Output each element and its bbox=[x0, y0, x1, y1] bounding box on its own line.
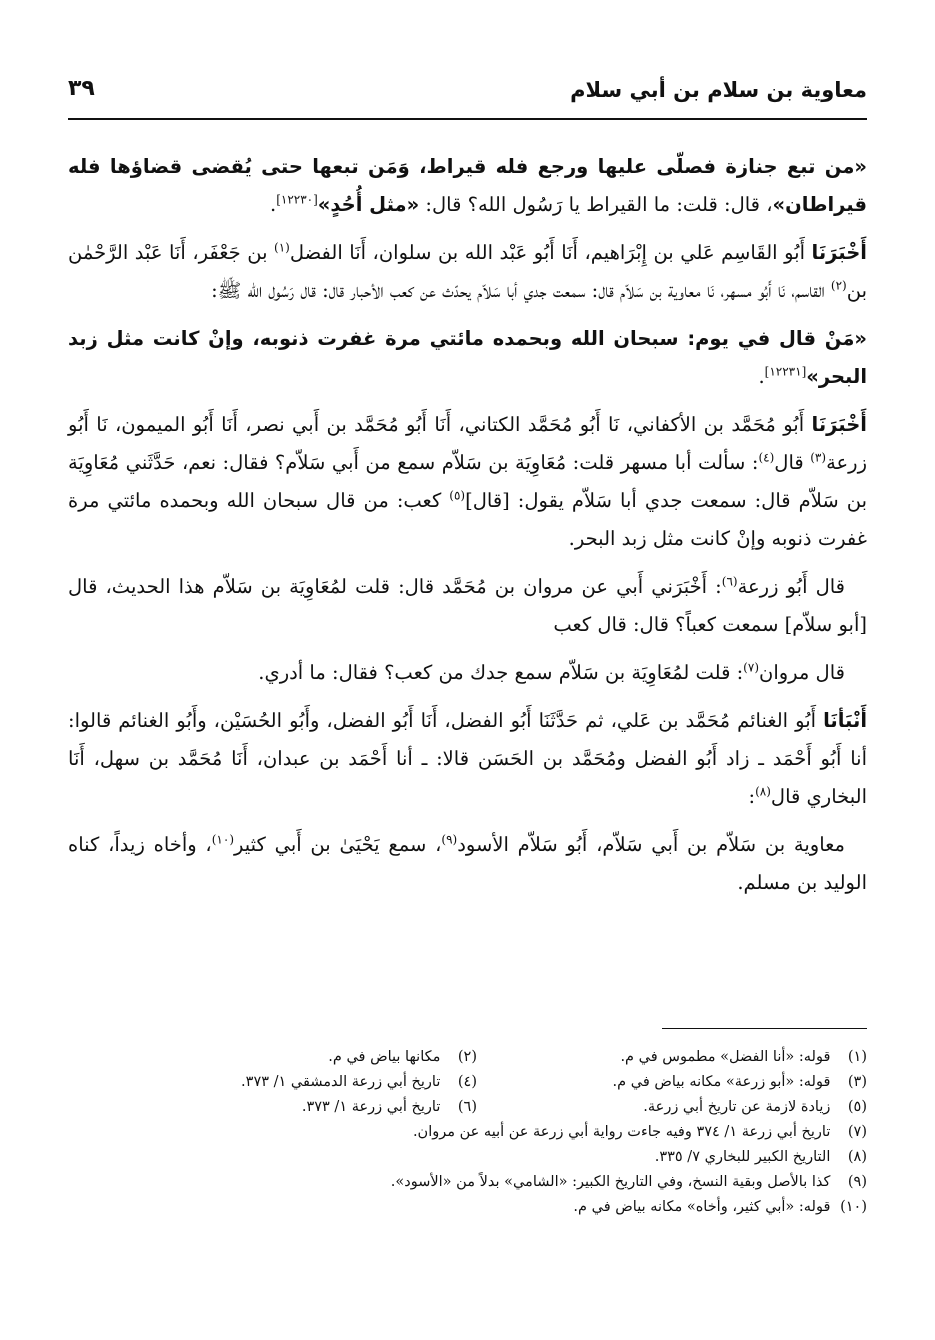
footnote-3 bbox=[477, 1071, 867, 1093]
footnote-row bbox=[68, 1171, 867, 1193]
main-text bbox=[68, 148, 867, 912]
text-segment: قال أَبُو زرعة bbox=[737, 575, 846, 598]
paragraph bbox=[68, 320, 867, 396]
text-segment: أَبُو القَاسِم عَلي بن إِبْرَاهيم، أَنَا أَبُو عَبْد الله بن سلوان، أَنَا الفضل bbox=[289, 241, 812, 264]
footnote-text: تاريخ أبي زرعة ١/ ٣٧٣. bbox=[301, 1099, 441, 1115]
footnote-rule bbox=[662, 1028, 867, 1029]
emphasized-text: «من تبع جنازة فصلّى عليها ورجع فله قيراط، وَمَن تبعها حتى يُقضى قضاؤها فله قيراطان» bbox=[68, 155, 867, 216]
reference-marker: [١٢٢٣٠] bbox=[276, 192, 318, 207]
header-rule bbox=[68, 118, 867, 120]
running-head: معاوية بن سلام بن أبي سلام bbox=[570, 78, 867, 102]
reference-marker: (٣) bbox=[810, 450, 827, 465]
paragraph bbox=[68, 406, 867, 558]
footnote-number: (٢) bbox=[457, 1049, 477, 1065]
text-segment: : قلت لمُعَاوِيَة بن سَلاّم سمع جدك من كعب؟ فقال: ما أدري. bbox=[258, 661, 744, 684]
text-segment: القاسم، نَا أَبُو مسهر، نَا معاوية بن سَلاّم قال: سمعت جدي أبا سَلاّم يحدّث عن كعب الأحبار قال: قال رَسُول الله ﷺ: bbox=[211, 279, 831, 302]
text-segment: : سألت أبا مسهر قلت: مُعَاوِيَة بن سَلاّم سمع من أَبي سَلاّم؟ فقال: نعم، حَدَّثَني مُعَاوِيَة بن سَلاّم قال: سمعت جدي أبا سَلاّم يقول: [قال] bbox=[68, 451, 867, 512]
reference-marker: (١) bbox=[274, 240, 290, 255]
footnote-row bbox=[68, 1121, 867, 1143]
footnote-number: (١) bbox=[847, 1049, 867, 1065]
paragraph bbox=[68, 826, 867, 902]
reference-marker: (٤) bbox=[758, 450, 775, 465]
text-segment: كعب: من قال سبحان الله وبحمده مائتي مرة غفرت ذنوبه وإنْ كانت مثل زبد البحر. bbox=[68, 489, 867, 550]
footnote-number: (٨) bbox=[847, 1149, 867, 1165]
page-header bbox=[68, 72, 867, 112]
footnote-6 bbox=[87, 1096, 477, 1118]
footnote-row bbox=[68, 1146, 867, 1168]
footnote-text: قوله: «أنا الفضل» مطموس في م. bbox=[620, 1049, 831, 1065]
footnote-text: قوله: «أبو زرعة» مكانه بياض في م. bbox=[612, 1074, 831, 1090]
footnote-number: (١٠) bbox=[840, 1199, 867, 1215]
emphasized-text: «مثل أُحُدٍ» bbox=[317, 193, 420, 216]
text-segment: معاوية بن سَلاّم بن أَبي سَلاّم، أَبُو سَلاّم الأسود bbox=[457, 833, 845, 856]
reference-marker: (٨) bbox=[755, 784, 771, 799]
text-segment: : أَخْبَرَني أَبي عن مروان بن مُحَمَّد قال: قلت لمُعَاوِيَة بن سَلاّم هذا الحديث، قال [أبو سلاّم] سمعت كعباً؟ قال: قال كعب bbox=[68, 575, 867, 636]
paragraph bbox=[68, 654, 867, 692]
footnote-number: (٥) bbox=[847, 1099, 867, 1115]
footnote-8 bbox=[655, 1146, 867, 1168]
footnote-4 bbox=[87, 1071, 477, 1093]
footnote-text: مكانها بياض في م. bbox=[328, 1049, 441, 1065]
text-segment: . bbox=[269, 193, 277, 216]
footnote-7 bbox=[413, 1121, 867, 1143]
footnote-text: كذا بالأصل وبقية النسخ، وفي التاريخ الكبير: «الشامي» بدلاً من «الأسود». bbox=[390, 1174, 831, 1190]
text-segment: . bbox=[758, 365, 765, 388]
text-segment: أَبُو الغنائم مُحَمَّد بن عَلي، ثم حَدَّثَنَا أَبُو الفضل، أَنَا أَبُو الفضل، وأَبُو الحُسَيْن، وأَبُو الغنائم قالوا: أنا أَبُو أَحْمَد ـ زاد أَبُو الفضل ومُحَمَّد بن الحَسَن قالا: ـ أنا أَحْمَد بن عبدان، أَنَا مُحَمَّد بن سهل، أَنَا البخاري قال bbox=[68, 709, 867, 808]
footnote-row bbox=[68, 1096, 867, 1118]
footnote-text: تاريخ أبي زرعة ١/ ٣٧٤ وفيه جاءت رواية أبي زرعة عن أبيه عن مروان. bbox=[412, 1124, 831, 1140]
footnote-9 bbox=[391, 1171, 867, 1193]
footnote-number: (٤) bbox=[457, 1074, 477, 1090]
footnote-number: (٧) bbox=[847, 1124, 867, 1140]
footnote-5 bbox=[477, 1096, 867, 1118]
text-segment: : bbox=[748, 785, 756, 808]
reference-marker: (٦) bbox=[721, 574, 738, 589]
paragraph bbox=[68, 702, 867, 816]
emphasized-text: «مَنْ قال في يوم: سبحان الله وبحمده مائتي مرة غفرت ذنوبه، وإنْ كانت مثل زبد البحر» bbox=[68, 327, 867, 388]
footnote-1 bbox=[477, 1046, 867, 1068]
footnote-text: قوله: «أبي كثير، وأخاه» مكانه بياض في م. bbox=[573, 1199, 831, 1215]
reference-marker: (٢) bbox=[830, 278, 847, 293]
emphasized-text: أَخْبَرَنَا bbox=[811, 413, 867, 436]
footnote-number: (٣) bbox=[847, 1074, 867, 1090]
text-segment: بن جَعْفَر، أَنَا عَبْد الرَّحْمٰن بن bbox=[68, 241, 867, 302]
text-segment: ، وأخاه زيداً، كناه الوليد بن مسلم. bbox=[68, 833, 867, 894]
paragraph bbox=[68, 234, 867, 310]
text-segment: أَبُو مُحَمَّد بن الأكفاني، نَا أَبُو مُحَمَّد الكتاني، أَنَا أَبُو مُحَمَّد بن أَبي نصر، أَنَا أَبُو الميمون، نَا أَبُو زرعة bbox=[68, 413, 867, 474]
page-number: ٣٩ bbox=[68, 76, 95, 101]
reference-marker: (٩) bbox=[441, 832, 458, 847]
text-segment: ، قال: قلت: ما القيراط يا رَسُول الله؟ قال: bbox=[419, 193, 773, 216]
footnote-number: (٦) bbox=[457, 1099, 477, 1115]
reference-marker: (٧) bbox=[743, 660, 759, 675]
footnote-row bbox=[68, 1071, 867, 1093]
footnote-row bbox=[68, 1046, 867, 1068]
footnote-row bbox=[68, 1196, 867, 1218]
text-segment: ، سمع يَحْيَىٰ بن أَبي كثير bbox=[234, 833, 442, 856]
text-segment: قال مروان bbox=[759, 661, 845, 684]
paragraph bbox=[68, 568, 867, 644]
footnote-text: زيادة لازمة عن تاريخ أبي زرعة. bbox=[643, 1099, 831, 1115]
emphasized-text: أَخْبَرَنَا bbox=[811, 241, 867, 264]
footnotes bbox=[68, 1046, 867, 1221]
footnote-number: (٩) bbox=[847, 1174, 867, 1190]
footnote-2 bbox=[87, 1046, 477, 1068]
reference-marker: (٥) bbox=[449, 488, 466, 503]
emphasized-text: أَنْبَأنَا bbox=[823, 709, 868, 732]
reference-marker: [١٢٢٣١] bbox=[764, 364, 807, 379]
footnote-text: التاريخ الكبير للبخاري ٧/ ٣٣٥. bbox=[654, 1149, 831, 1165]
footnote-text: تاريخ أبي زرعة الدمشقي ١/ ٣٧٣. bbox=[241, 1074, 441, 1090]
reference-marker: (١٠) bbox=[211, 832, 234, 847]
paragraph bbox=[68, 148, 867, 224]
text-segment: قال bbox=[774, 451, 811, 474]
footnote-10 bbox=[573, 1196, 867, 1218]
